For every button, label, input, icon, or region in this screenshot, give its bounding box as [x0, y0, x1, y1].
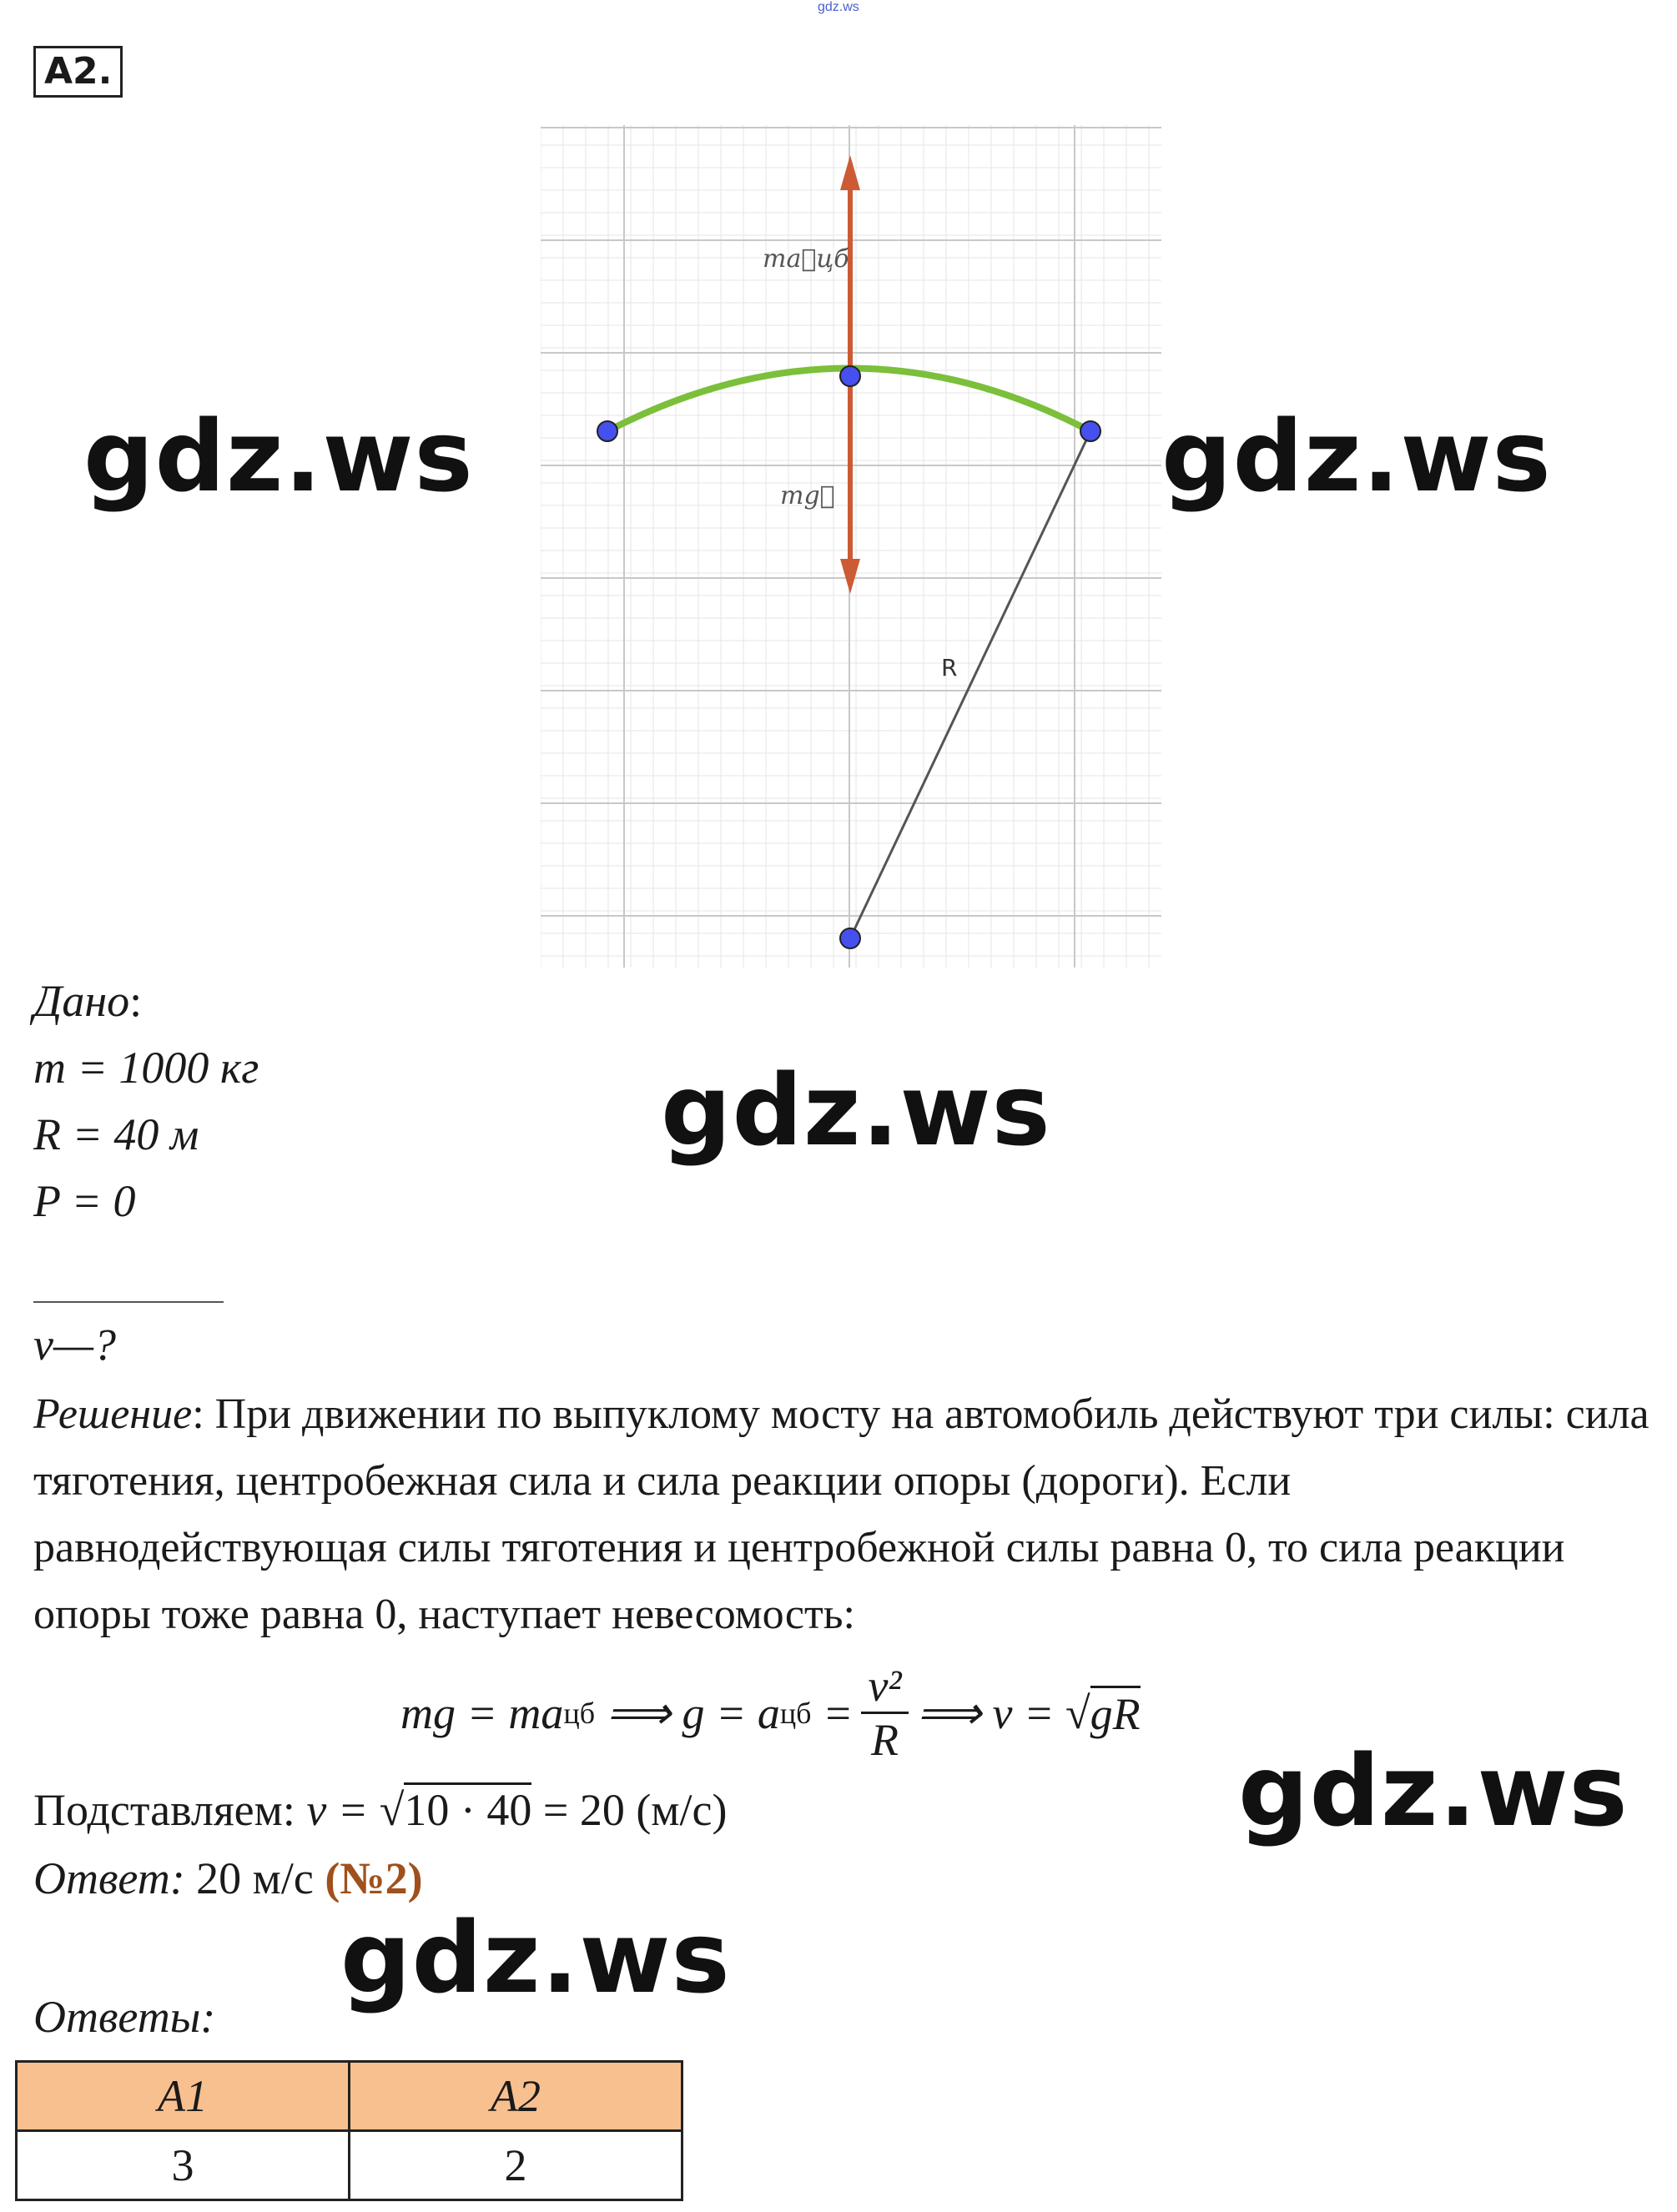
- answer-reference: (№2): [325, 1853, 423, 1903]
- gravity-label: mg⃗: [780, 481, 835, 510]
- answers-table: [15, 2060, 683, 2201]
- formula-fraction: [861, 1660, 908, 1766]
- solution-paragraph: [33, 1381, 1652, 1648]
- solution-label: Решение: [33, 1390, 193, 1438]
- answers-value-row: [17, 2131, 682, 2200]
- formula-sub-cb-2: цб: [779, 1696, 812, 1730]
- solution-text: : При движении по выпуклому мосту на автомобиль действуют три силы: сила тяготения, центробежная сила и сила реакции опоры (дороги). Если равнодействующая силы тяготения и центробежной силы равна 0, то сила реакции опоры тоже равна 0, наступает невесомость:: [33, 1390, 1649, 1638]
- answers-header-row: [17, 2062, 682, 2131]
- answers-title: Ответы:: [33, 1992, 216, 2042]
- given-divider: [33, 1301, 224, 1303]
- answers-header-a2: A2: [350, 2062, 682, 2131]
- bridge-force-diagram: [541, 125, 1161, 968]
- watermark: gdz.ws: [661, 1053, 1051, 1168]
- radius-label: R: [941, 654, 958, 681]
- given-colon: :: [129, 976, 143, 1026]
- watermark: gdz.ws: [1238, 1733, 1629, 1848]
- answer-line: [33, 1845, 423, 1912]
- centripetal-arrowhead: [840, 155, 860, 190]
- watermark: gdz.ws: [83, 399, 474, 514]
- substitution-line: [33, 1777, 727, 1843]
- arc-top-point: [840, 366, 860, 386]
- substitution-result: = 20 (м/с): [531, 1785, 728, 1835]
- sqrt-sign: √: [1065, 1687, 1090, 1738]
- answer-label: Ответ:: [33, 1853, 185, 1903]
- sqrt-body: gR: [1090, 1686, 1141, 1740]
- task-label: A2.: [33, 46, 123, 98]
- answer-value: 20 м/с: [184, 1853, 325, 1903]
- radius-line: [850, 431, 1090, 938]
- watermark: gdz.ws: [1161, 399, 1552, 514]
- formula-v: ⟹ v =: [916, 1688, 1065, 1738]
- answers-header-a1: A1: [17, 2062, 350, 2131]
- given-weight: P = 0: [33, 1176, 136, 1226]
- arc-right-point: [1080, 421, 1100, 441]
- substitution-sqrt-sign: √: [379, 1785, 405, 1835]
- formula-g: ⟹ g = a: [595, 1688, 780, 1738]
- substitution-sqrt-body: 10 · 40: [404, 1782, 531, 1835]
- fraction-denominator: R: [871, 1715, 899, 1765]
- given-radius: R = 40 м: [33, 1109, 199, 1159]
- center-point: [840, 928, 860, 948]
- site-mark: gdz.ws: [818, 0, 859, 14]
- formula-eq: =: [811, 1687, 854, 1738]
- arc-left-point: [597, 421, 617, 441]
- watermark: gdz.ws: [340, 1900, 731, 2015]
- formula-sub-cb: цб: [563, 1696, 596, 1730]
- derivation-formula: [400, 1660, 1141, 1766]
- fraction-numerator: v²: [861, 1660, 908, 1714]
- given-title: [33, 968, 142, 1034]
- centripetal-label: ma⃗цб: [763, 244, 849, 274]
- given-title-text: Дано: [33, 976, 130, 1026]
- substitution-v: v =: [306, 1785, 380, 1835]
- given-mass: m = 1000 кг: [33, 1043, 259, 1093]
- answers-value-a2: 2: [350, 2131, 682, 2200]
- unknown-velocity: v—?: [33, 1320, 116, 1370]
- gravity-arrowhead: [840, 559, 860, 594]
- substitution-label: Подставляем:: [33, 1785, 307, 1835]
- formula-mg: mg = ma: [400, 1687, 564, 1738]
- answers-value-a1: 3: [17, 2131, 350, 2200]
